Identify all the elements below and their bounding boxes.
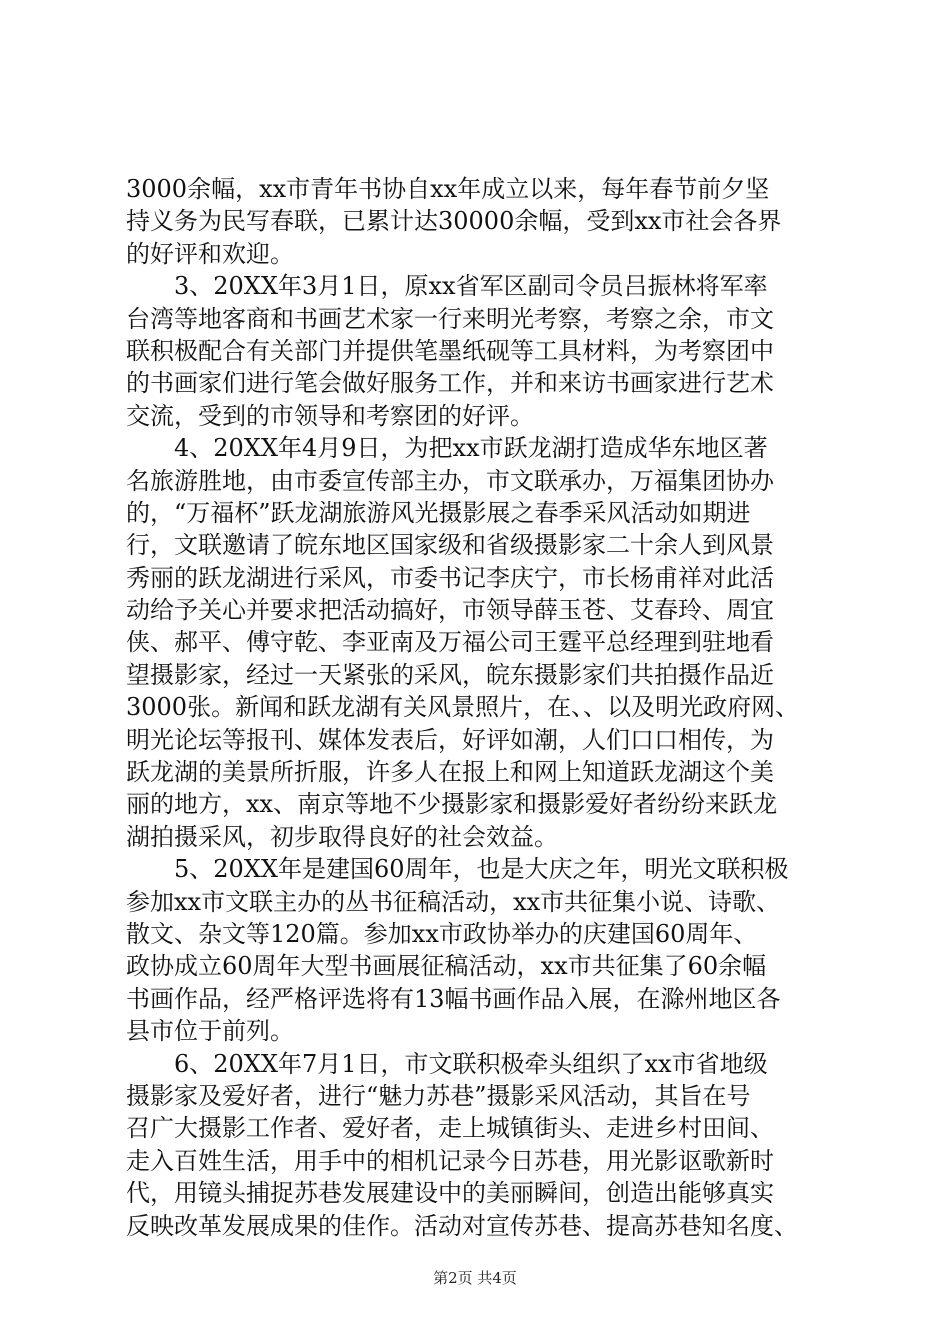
page-footer: 第2页 共4页 (433, 1269, 517, 1287)
text-line: 3000张。新闻和跃龙湖有关风景照片，在、、以及明光政府网、 (126, 693, 800, 722)
text-line: 4、20XX年4月9日，为把xx市跃龙湖打造成华东地区著 (126, 434, 768, 463)
text-line: 跃龙湖的美景所折服，许多人在报上和网上知道跃龙湖这个美 (126, 758, 774, 787)
text-line: 的书画家们进行笔会做好服务工作，并和来访书画家进行艺术 (126, 369, 774, 398)
text-line: 动给予关心并要求把活动搞好，市领导薛玉苍、艾春玲、周宜 (126, 596, 774, 625)
text-line: 3000余幅，xx市青年书协自xx年成立以来，每年春节前夕坚 (126, 175, 770, 203)
text-line: 的好评和欢迎。 (126, 239, 294, 268)
text-line: 台湾等地客商和书画艺术家一行来明光考察，考察之余，市文 (126, 304, 774, 333)
text-line: 望摄影家，经过一天紧张的采风，皖东摄影家们共拍摄作品近 (126, 660, 774, 689)
body-text (126, 173, 846, 1242)
text-line: 联积极配合有关部门并提供笔墨纸砚等工具材料，为考察团中 (126, 336, 774, 365)
text-line: 5、20XX年是建国60周年，也是大庆之年，明光文联积极 (126, 855, 789, 884)
text-line: 反映改革发展成果的佳作。活动对宣传苏巷、提高苏巷知名度、 (126, 1211, 798, 1240)
text-line: 丽的地方，xx、南京等地不少摄影家和摄影爱好者纷纷来跃龙 (126, 790, 778, 819)
text-line: 散文、杂文等120篇。参加xx市政协举办的庆建国60周年、 (126, 919, 758, 948)
text-line: 明光论坛等报刊、媒体发表后，好评如潮，人们口口相传，为 (126, 725, 774, 754)
text-line: 3、20XX年3月1日，原xx省军区副司令员吕振林将军率 (126, 272, 768, 301)
text-line: 交流，受到的市领导和考察团的好评。 (126, 401, 534, 430)
text-line: 召广大摄影工作者、爱好者，走上城镇街头、走进乡村田间、 (126, 1114, 774, 1143)
text-line: 侠、郝平、傅守乾、李亚南及万福公司王霆平总经理到驻地看 (126, 628, 774, 657)
text-line: 的，“万福杯”跃龙湖旅游风光摄影展之春季采风活动如期进 (126, 498, 751, 527)
text-line: 秀丽的跃龙湖进行采风，市委书记李庆宁，市长杨甫祥对此活 (126, 563, 774, 592)
text-line: 书画作品，经严格评选将有13幅书画作品入展，在滁州地区各 (126, 984, 781, 1013)
text-line: 行，文联邀请了皖东地区国家级和省级摄影家二十余人到风景 (126, 531, 774, 560)
text-line: 摄影家及爱好者，进行“魅力苏巷”摄影采风活动，其旨在号 (126, 1081, 751, 1110)
text-line: 湖拍摄采风，初步取得良好的社会效益。 (126, 822, 558, 851)
text-line: 县市位于前列。 (126, 1017, 294, 1046)
text-line: 6、20XX年7月1日，市文联积极牵头组织了xx市省地级 (126, 1049, 768, 1078)
text-line: 参加xx市文联主办的丛书征稿活动，xx市共征集小说、诗歌、 (126, 887, 781, 916)
text-line: 走入百姓生活，用手中的相机记录今日苏巷，用光影讴歌新时 (126, 1146, 774, 1175)
text-line: 政协成立60周年大型书画展征稿活动，xx市共征集了60余幅 (126, 952, 767, 981)
text-line: 名旅游胜地，由市委宣传部主办，市文联承办，万福集团协办 (126, 466, 774, 495)
text-line: 持义务为民写春联，已累计达30000余幅，受到xx市社会各界 (126, 207, 782, 236)
text-line: 代，用镜头捕捉苏巷发展建设中的美丽瞬间，创造出能够真实 (126, 1179, 774, 1208)
